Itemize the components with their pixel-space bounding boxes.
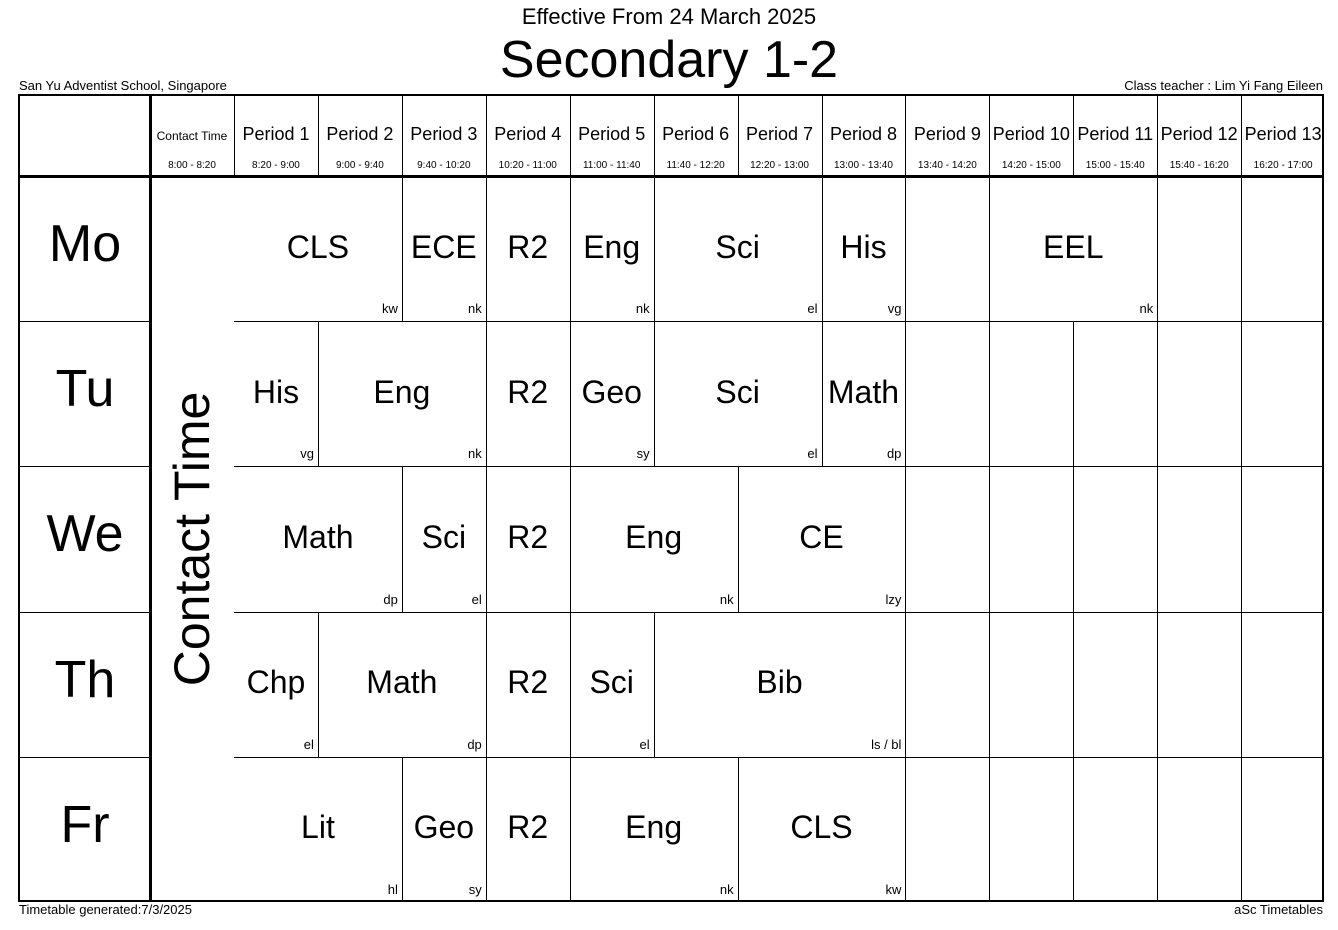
lesson-subject: CE	[799, 519, 844, 556]
header-col-separator	[905, 96, 906, 176]
lesson-teacher: hl	[387, 881, 398, 897]
header-col-separator	[822, 96, 823, 176]
lesson-teacher: el	[807, 446, 818, 462]
lesson-teacher: lzy	[885, 591, 902, 607]
header-period	[234, 96, 318, 176]
period-separator	[402, 466, 403, 611]
header-contact-time	[150, 96, 234, 176]
day-row-separator	[20, 757, 150, 758]
header-contact-time-name: Contact Time	[156, 129, 228, 143]
period-time: 11:00 - 11:40	[582, 160, 641, 171]
lesson-subject: Sci	[589, 664, 634, 701]
period-separator	[402, 176, 403, 321]
lesson-teacher: kw	[381, 301, 398, 317]
period-separator	[654, 321, 655, 466]
lesson-subject: Eng	[583, 228, 641, 265]
header-col-separator	[234, 96, 235, 176]
lesson-cell[interactable]	[654, 176, 822, 321]
period-separator	[1073, 612, 1074, 757]
period-separator	[1073, 466, 1074, 611]
header-period	[738, 96, 822, 176]
lesson-subject: Bib	[756, 664, 803, 701]
period-separator	[654, 176, 655, 321]
header-period	[654, 96, 738, 176]
lesson-cell[interactable]	[822, 176, 906, 321]
period-separator	[1157, 176, 1158, 321]
lesson-subject: Eng	[625, 809, 683, 846]
period-name: Period 5	[578, 124, 646, 144]
period-name: Period 13	[1244, 124, 1322, 144]
period-separator	[1241, 466, 1242, 611]
lesson-cell[interactable]	[234, 612, 318, 757]
lesson-cell[interactable]	[486, 176, 570, 321]
header-col-separator	[1157, 96, 1158, 176]
lesson-teacher: vg	[887, 301, 902, 317]
header-period	[486, 96, 570, 176]
lesson-teacher: nk	[468, 446, 482, 462]
period-separator	[570, 321, 571, 466]
lesson-subject: Eng	[373, 373, 431, 410]
period-time: 13:40 - 14:20	[917, 160, 977, 171]
day-row-separator	[20, 321, 150, 322]
header-period	[905, 96, 989, 176]
lesson-cell[interactable]	[989, 176, 1157, 321]
period-separator	[1241, 176, 1242, 321]
lesson-cell[interactable]	[570, 321, 654, 466]
header-col-separator	[402, 96, 403, 176]
period-separator	[486, 321, 487, 466]
lesson-subject: Geo	[581, 373, 642, 410]
period-name: Period 12	[1160, 124, 1238, 144]
period-separator	[1241, 612, 1242, 757]
school-name: San Yu Adventist School, Singapore	[19, 78, 227, 93]
lesson-teacher: kw	[885, 881, 902, 897]
lesson-cell[interactable]	[402, 176, 486, 321]
period-time: 11:40 - 12:20	[666, 160, 725, 171]
lesson-subject: R2	[507, 519, 549, 556]
lesson-cell[interactable]	[570, 757, 738, 902]
period-time: 15:00 - 15:40	[1085, 160, 1145, 171]
day-row-separator	[20, 466, 150, 467]
header-period	[570, 96, 654, 176]
period-time: 10:20 - 11:00	[498, 160, 557, 171]
period-time: 8:20 - 9:00	[252, 160, 300, 171]
lesson-teacher: nk	[468, 301, 482, 317]
period-time: 14:20 - 15:00	[1001, 160, 1061, 171]
header-col-separator	[486, 96, 487, 176]
lesson-cell[interactable]	[570, 612, 654, 757]
lesson-subject: His	[840, 228, 887, 265]
lesson-subject: EEL	[1043, 228, 1104, 265]
period-time: 12:20 - 13:00	[750, 160, 809, 171]
period-name: Period 1	[242, 124, 310, 144]
day-label: Fr	[60, 795, 110, 854]
lesson-cell[interactable]	[402, 757, 486, 902]
period-name: Period 10	[992, 124, 1070, 144]
period-separator	[486, 757, 487, 902]
lesson-teacher: el	[471, 591, 482, 607]
lesson-subject: R2	[507, 664, 549, 701]
period-name: Period 7	[746, 124, 814, 144]
period-separator	[822, 321, 823, 466]
header-period	[318, 96, 402, 176]
period-separator	[654, 612, 655, 757]
period-name: Period 9	[913, 124, 981, 144]
day-label: Th	[54, 650, 116, 709]
lesson-cell[interactable]	[234, 321, 318, 466]
lesson-cell[interactable]	[570, 176, 654, 321]
lesson-subject: Math	[282, 519, 354, 556]
period-separator	[570, 757, 571, 902]
period-time: 15:40 - 16:20	[1169, 160, 1229, 171]
lesson-cell[interactable]	[486, 612, 570, 757]
period-name: Period 2	[326, 124, 394, 144]
lesson-cell[interactable]	[234, 176, 402, 321]
period-name: Period 11	[1077, 124, 1154, 144]
period-separator	[486, 466, 487, 611]
lesson-cell[interactable]	[486, 321, 570, 466]
contact-time-label: Contact Time	[164, 391, 220, 687]
period-separator	[486, 612, 487, 757]
period-separator	[905, 176, 906, 321]
lesson-teacher: dp	[383, 591, 398, 607]
lesson-cell[interactable]	[654, 612, 906, 757]
day-label: Tu	[55, 360, 115, 419]
lesson-cell[interactable]	[822, 321, 906, 466]
period-name: Period 8	[829, 124, 897, 144]
period-separator	[989, 176, 990, 321]
period-time: 9:00 - 9:40	[335, 160, 384, 171]
lesson-subject: Lit	[301, 809, 335, 846]
period-separator	[1157, 321, 1158, 466]
period-separator	[1157, 757, 1158, 902]
lesson-subject: Eng	[625, 519, 683, 556]
lesson-cell[interactable]	[318, 612, 486, 757]
lesson-subject: Sci	[421, 519, 467, 556]
lesson-teacher: el	[807, 301, 818, 317]
lesson-subject: CLS	[286, 228, 350, 265]
class-teacher: Class teacher : Lim Yi Fang Eileen	[1124, 78, 1323, 93]
header-col-separator	[654, 96, 655, 176]
lesson-teacher: sy	[636, 446, 650, 462]
period-separator	[738, 757, 739, 902]
period-separator	[402, 757, 403, 902]
lesson-subject: Geo	[413, 809, 475, 846]
lesson-teacher: nk	[635, 301, 650, 317]
lesson-subject: R2	[507, 228, 549, 265]
lesson-teacher: dp	[886, 446, 902, 462]
period-separator	[905, 757, 906, 902]
lesson-teacher: ls / bl	[871, 736, 902, 752]
period-time: 16:20 - 17:00	[1253, 160, 1313, 171]
lesson-teacher: nk	[1139, 301, 1154, 317]
header-period	[1241, 96, 1325, 176]
header-col-separator	[1073, 96, 1074, 176]
period-separator	[905, 612, 906, 757]
lesson-cell[interactable]	[486, 757, 570, 902]
period-separator	[989, 321, 990, 466]
period-separator	[1157, 612, 1158, 757]
lesson-teacher: nk	[719, 591, 734, 607]
header-col-separator	[318, 96, 319, 176]
header-period	[989, 96, 1073, 176]
lesson-subject: Sci	[715, 373, 760, 410]
lesson-teacher: dp	[467, 736, 482, 752]
contact-time-column	[150, 176, 234, 902]
period-separator	[570, 466, 571, 611]
lesson-cell[interactable]	[738, 757, 906, 902]
period-separator	[989, 466, 990, 611]
lesson-cell[interactable]	[570, 466, 738, 611]
header-col-separator	[1241, 96, 1242, 176]
period-separator	[905, 321, 906, 466]
period-separator	[905, 466, 906, 611]
lesson-cell[interactable]	[234, 466, 402, 611]
period-time: 9:40 - 10:20	[417, 160, 471, 171]
page-title: Secondary 1-2	[499, 31, 839, 89]
period-separator	[570, 176, 571, 321]
lesson-subject: Chp	[246, 664, 306, 701]
effective-date: Effective From 24 March 2025	[521, 4, 817, 29]
header-col-separator	[738, 96, 739, 176]
software-credit: aSc Timetables	[1234, 902, 1323, 917]
period-separator	[318, 321, 319, 466]
period-separator	[1241, 321, 1242, 466]
period-separator	[738, 466, 739, 611]
lesson-teacher: sy	[468, 881, 482, 897]
lesson-subject: Math	[827, 373, 900, 410]
period-separator	[1073, 321, 1074, 466]
day-label: We	[46, 505, 124, 564]
lesson-teacher: el	[639, 736, 650, 752]
header-contact-time-time: 8:00 - 8:20	[168, 160, 216, 171]
header-period	[822, 96, 906, 176]
day-label: Mo	[48, 215, 122, 273]
period-time: 13:00 - 13:40	[833, 160, 893, 171]
header-period	[1073, 96, 1157, 176]
lesson-subject: ECE	[410, 228, 477, 265]
period-separator	[570, 612, 571, 757]
lesson-subject: R2	[507, 373, 549, 410]
lesson-cell[interactable]	[738, 466, 906, 611]
lesson-cell[interactable]	[318, 321, 486, 466]
timetable-grid	[18, 94, 1324, 902]
lesson-cell[interactable]	[486, 466, 570, 611]
period-separator	[989, 612, 990, 757]
lesson-subject: CLS	[790, 809, 853, 846]
lesson-teacher: nk	[719, 881, 734, 897]
period-separator	[1241, 757, 1242, 902]
period-separator	[318, 612, 319, 757]
lesson-subject: R2	[507, 809, 549, 846]
lesson-subject: His	[252, 373, 300, 410]
period-separator	[486, 176, 487, 321]
lesson-teacher: el	[303, 736, 314, 752]
generated-date: Timetable generated:7/3/2025	[19, 902, 192, 917]
header-period	[402, 96, 486, 176]
period-name: Period 6	[662, 124, 730, 144]
period-separator	[989, 757, 990, 902]
lesson-cell[interactable]	[234, 757, 402, 902]
lesson-teacher: vg	[300, 446, 314, 462]
lesson-cell[interactable]	[654, 321, 822, 466]
period-separator	[822, 176, 823, 321]
lesson-subject: Sci	[715, 228, 760, 265]
header-period	[1157, 96, 1241, 176]
lesson-cell[interactable]	[402, 466, 486, 611]
day-row-separator	[20, 612, 150, 613]
header-col-separator	[570, 96, 571, 176]
period-separator	[1157, 466, 1158, 611]
period-name: Period 3	[410, 124, 478, 144]
header-col-separator	[989, 96, 990, 176]
period-separator	[1073, 757, 1074, 902]
lesson-subject: Math	[366, 664, 438, 701]
period-name: Period 4	[494, 124, 562, 144]
